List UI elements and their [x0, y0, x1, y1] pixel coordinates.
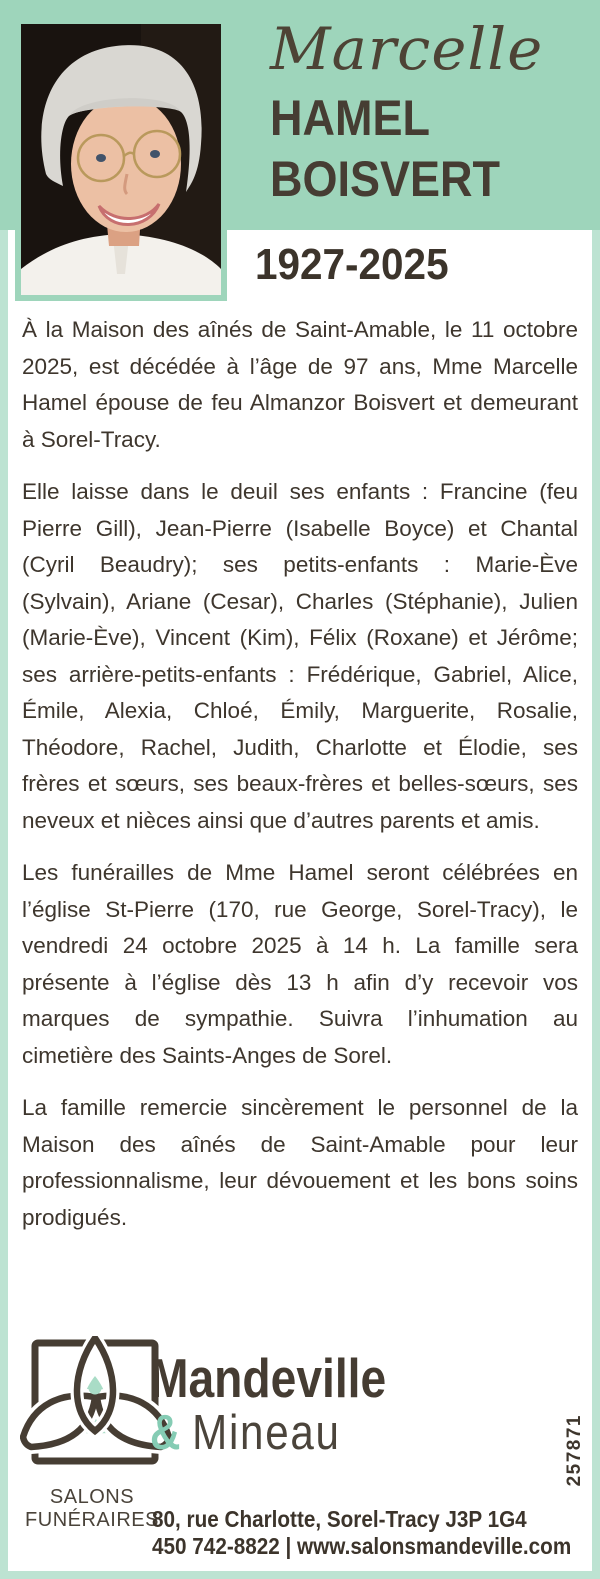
brand-name-line-2: [150, 1407, 392, 1459]
first-name-script: Marcelle: [270, 15, 544, 83]
obituary-paragraph: Les funérailles de Mme Hamel seront célébrées en l’église St-Pierre (170, rue George, Sorel-Tracy), le vendredi 24 octobre 2025 à 14 h. La famille sera présente à l’église dès 13 h afin d’y recevoir vos marques de sympathie. Suivra l’inhumation au cimetière des Saints-Anges de Sorel.: [22, 860, 578, 1068]
obituary-text: [22, 312, 578, 1252]
funeral-home-contact: [152, 1506, 571, 1560]
surname-line-2: BOISVERT: [270, 151, 501, 207]
tagline-line-2: FUNÉRAIRES: [25, 1509, 159, 1531]
page-border-right: [592, 0, 600, 1579]
portrait-illustration: [21, 24, 221, 295]
surname-line-1: HAMEL: [270, 90, 430, 146]
brand-mineau: Mineau: [192, 1406, 341, 1460]
page-border-bottom: [0, 1571, 600, 1579]
brand-name-line-1: Mandeville: [150, 1347, 387, 1409]
funeral-home-brand: [150, 1347, 431, 1460]
funeral-home-tagline: [16, 1486, 168, 1532]
notice-reference-number: 257871: [564, 1414, 585, 1487]
phone-web-line: 450 742-8822 | www.salonsmandeville.com: [152, 1533, 572, 1559]
address-line: 80, rue Charlotte, Sorel-Tracy J3P 1G4: [152, 1506, 527, 1532]
deceased-name-block: [270, 10, 590, 210]
portrait-photo: [15, 18, 227, 301]
brand-ampersand: &: [150, 1406, 181, 1460]
obituary-paragraph: Elle laisse dans le deuil ses enfants : Francine (feu Pierre Gill), Jean-Pierre (Isabelle Boyce) et Chantal (Cyril Beaudry); ses petits-enfants : Marie-Ève (Sylvain), Ariane (Cesar), Charles (Stéphanie), Julien (Marie-Ève), Vincent (Kim), Félix (Roxane) et Jérôme; ses arrière-petits-enfants : Frédérique, Gabriel, Alice, Émile, Alexia, Chloé, Émily, Marguerite, Rosalie, Théodore, Rachel, Judith, Charlotte et Élodie, ses frères et sœurs, ses beaux-frères et belles-sœurs, ses neveux et nièces ainsi que d’autres parents et amis.: [22, 479, 578, 833]
birth-death-years: 1927-2025: [255, 240, 449, 289]
obituary-paragraph: À la Maison des aînés de Saint-Amable, le 11 octobre 2025, est décédée à l’âge de 97 ans, Mme Marcelle Hamel épouse de feu Almanzor Boisvert et demeurant à Sorel-Tracy.: [22, 317, 578, 452]
obituary-paragraph: La famille remercie sincèrement le personnel de la Maison des aînés de Saint-Amable pour leur professionnalisme, leur dévouement et les bons soins prodigués.: [22, 1095, 578, 1230]
page-border-left: [0, 0, 8, 1579]
tagline-line-1: SALONS: [49, 1486, 135, 1508]
